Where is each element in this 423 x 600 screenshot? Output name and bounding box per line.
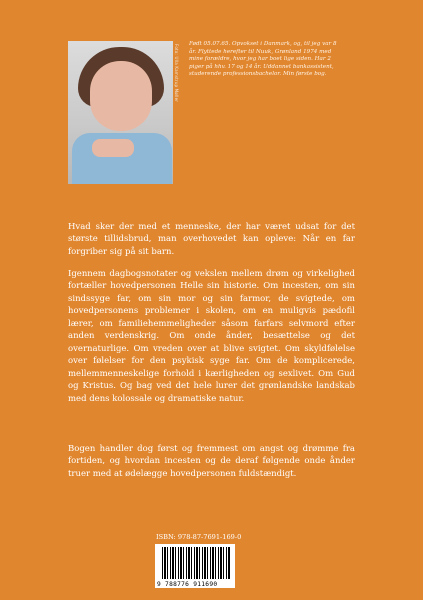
- barcode-digits: 9 788776 911690: [157, 581, 218, 588]
- blurb-paragraph-3: Bogen handler dog først og fremmest om angst og drømme fra fortiden, og hvordan incesten og de deraf følgende onde ånder truer med at ødelægge hovedpersonen fuldstændigt.: [68, 443, 355, 479]
- blurb-paragraph-2: Igennem dagbogsnotater og vekslen mellem drøm og virkelighed fortæller hovedpersonen Helle sin historie. Om incesten, om sin sindssyge far, om sin mor og sin farmor, de svigtede, om hovedpersonens problemer i skolen, om en muligvis pædofil lærer, om familiehemmeligheder såsom farfars selvmord efter anden verdenskrig. Om onde ånder, besættelse og det overnaturlige. Om vreden over at blive svigtet. Om skyldfølelse over følelser for den psykisk syge far. Om de komplicerede, mellemmenneskelige forhold i kærligheden og sexlivet. Om Gud og Kristus. Og bag ved det hele lurer det grønlandske landskab med dens kolossale og dramatiske natur.: [68, 268, 355, 404]
- author-photo: [68, 41, 173, 184]
- barcode: [155, 544, 235, 588]
- barcode-bars: [162, 547, 230, 579]
- photo-credit: Foto: Ulla Kamstrup Møller: [174, 44, 179, 103]
- blurb-paragraph-1: Hvad sker der med et menneske, der har været udsat for det største tillidsbrud, man overhovedet kan opleve: Når en far forgriber sig på sit barn.: [68, 221, 355, 257]
- author-bio: Født 05.07.65. Opvokset i Danmark, og, til jeg var 8 år. Flyttede herefter til Nuuk, Grønland 1974 med mine forældre, hvor jeg har boet lige siden. Har 2 piger på hhv. 17 og 14 år. Uddannet bankassistent, studerende professionsbachelor. Min første bog.: [189, 41, 337, 78]
- isbn-label: ISBN: 978-87-7691-169-0: [156, 533, 242, 541]
